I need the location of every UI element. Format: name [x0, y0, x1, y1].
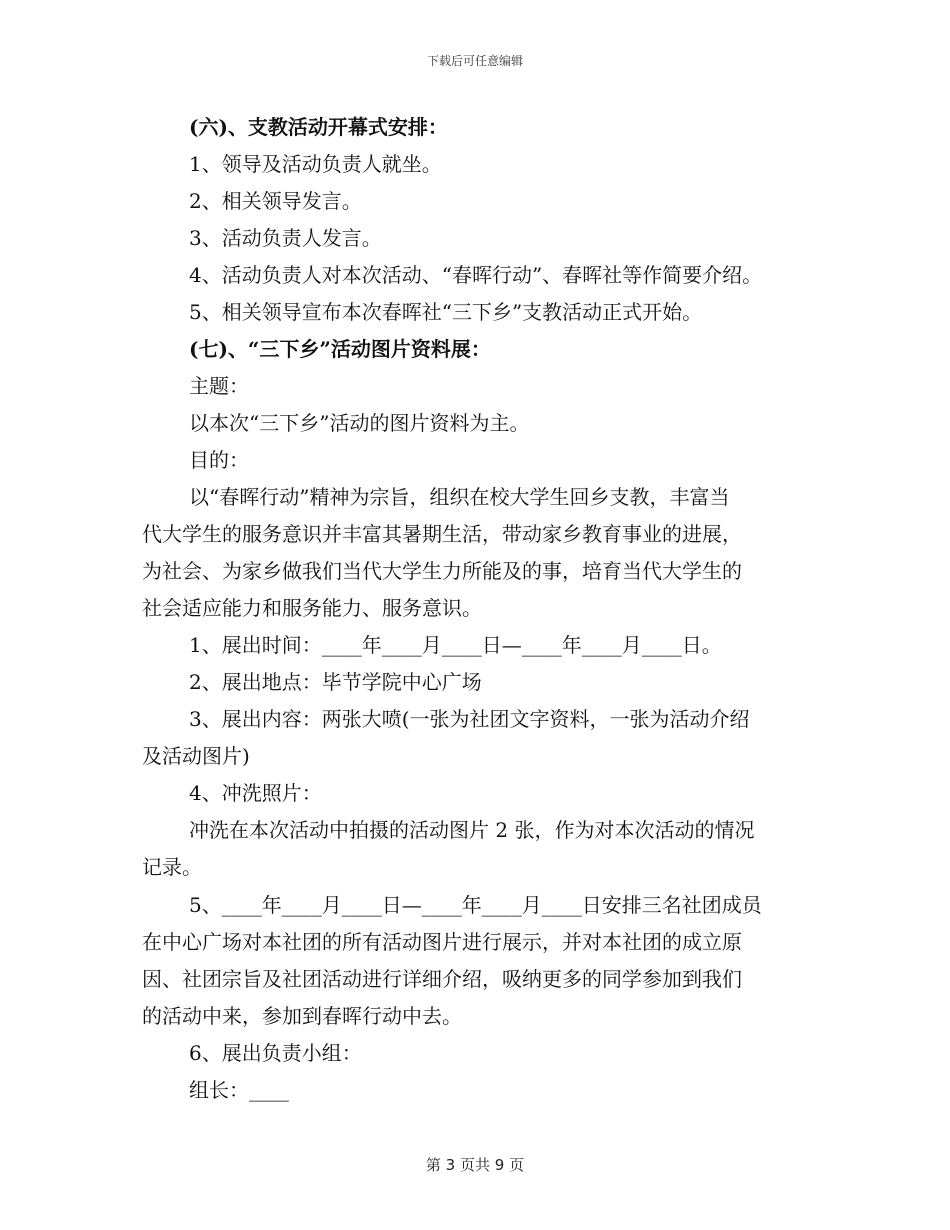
paragraph-line: 以“春晖行动”精神为宗旨，组织在校大学生回乡支教，丰富当 [189, 485, 730, 509]
paragraph-line: 1、展出时间：____年____月____日—____年____月____日。 [189, 633, 722, 657]
paragraph-line: 以本次“三下乡”活动的图片资料为主。 [189, 411, 530, 435]
paragraph-line: 社会适应能力和服务能力、服务意识。 [142, 596, 482, 620]
paragraph-line: 及活动图片) [142, 744, 250, 768]
paragraph-line: 代大学生的服务意识并丰富其暑期生活，带动家乡教育事业的进展， [142, 522, 742, 546]
paragraph-line: 在中心广场对本社团的所有活动图片进行展示，并对本社团的成立原 [142, 930, 742, 954]
page-footer: 第 3 页共 9 页 [425, 1156, 525, 1174]
paragraph-line: 4、活动负责人对本次活动、“春晖行动”、春晖社等作简要介绍。 [189, 263, 763, 287]
paragraph-line: 组长：____ [189, 1078, 289, 1102]
page-header: 下载后可任意编辑 [426, 54, 523, 68]
paragraph-line: 5、相关领导宣布本次春晖社“三下乡”支教活动正式开始。 [189, 300, 703, 324]
paragraph-line: 5、____年____月____日—____年____月____日安排三名社团成员 [189, 893, 762, 917]
paragraph-line: 因、社团宗旨及社团活动进行详细介绍，吸纳更多的同学参加到我们 [142, 967, 742, 991]
paragraph-line: 4、冲洗照片： [189, 781, 322, 805]
paragraph-line: 记录。 [142, 855, 202, 879]
paragraph-line: 1、领导及活动负责人就坐。 [189, 152, 442, 176]
paragraph-line: 2、相关领导发言。 [189, 189, 362, 213]
paragraph-line: 冲洗在本次活动中拍摄的活动图片 2 张，作为对本次活动的情况 [189, 818, 755, 842]
paragraph-line: 3、展出内容：两张大喷(一张为社团文字资料，一张为活动介绍 [189, 707, 750, 731]
section-heading-7: (七)、“三下乡”活动图片资料展： [189, 337, 491, 361]
paragraph-line: 为社会、为家乡做我们当代大学生力所能及的事，培育当代大学生的 [142, 559, 742, 583]
paragraph-line: 3、活动负责人发言。 [189, 226, 382, 250]
paragraph-line: 2、展出地点：毕节学院中心广场 [189, 670, 482, 694]
paragraph-line: 的活动中来，参加到春晖行动中去。 [142, 1004, 462, 1028]
section-heading-6: (六)、支教活动开幕式安排： [189, 115, 448, 139]
paragraph-line: 目的： [189, 448, 249, 472]
paragraph-line: 主题： [189, 374, 249, 398]
paragraph-line: 6、展出负责小组： [189, 1041, 362, 1065]
